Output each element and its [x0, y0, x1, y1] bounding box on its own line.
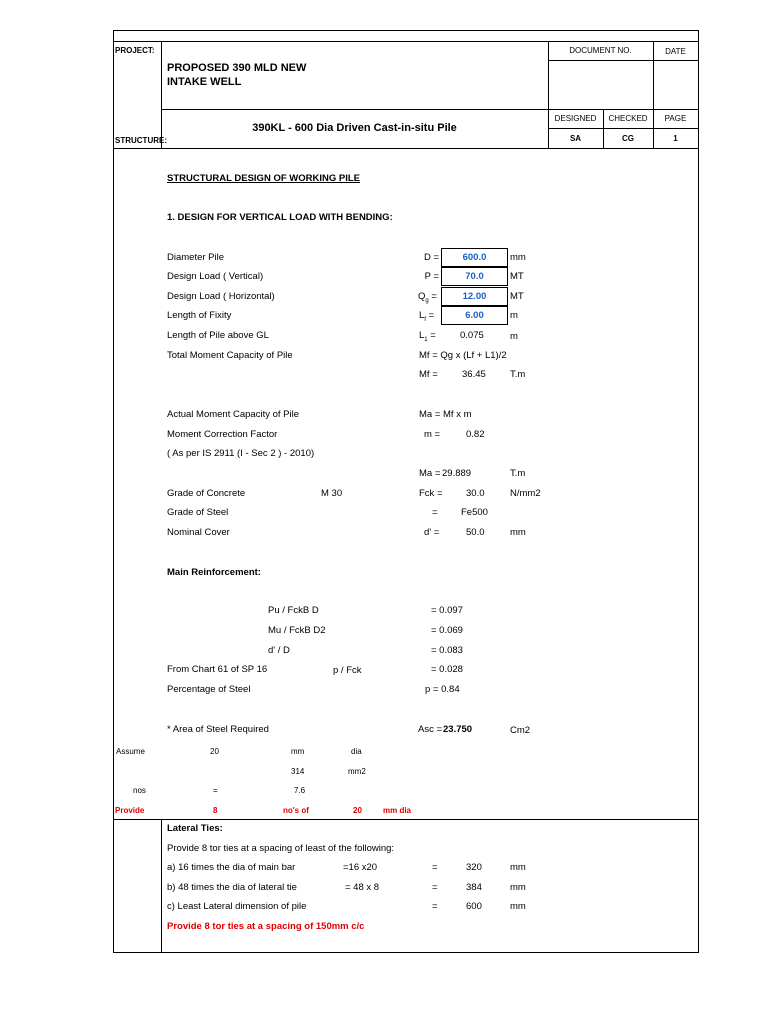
lateral-a-equals: = [432, 862, 438, 873]
vload-symbol: P = [424, 271, 439, 282]
lateral-a-label: a) 16 times the dia of main bar [167, 862, 296, 873]
above-gl-unit: m [510, 331, 518, 342]
lateral-b-value: 384 [466, 882, 482, 893]
ma-unit: T.m [510, 468, 526, 479]
steel-symbol: = [432, 507, 438, 518]
hload-unit: MT [510, 291, 524, 302]
correction-label: Moment Correction Factor [167, 429, 278, 440]
date-label: DATE [665, 47, 686, 56]
project-title-line1: PROPOSED 390 MLD NEW [167, 62, 307, 74]
lateral-a-expression: =16 x20 [343, 862, 378, 873]
cover-label: Nominal Cover [167, 527, 230, 538]
provide-text2: mm dia [383, 806, 412, 815]
fixity-unit: m [510, 310, 518, 321]
mf-value: 36.45 [462, 369, 486, 380]
cover-symbol: d' = [424, 527, 440, 538]
lateral-c-equals: = [432, 901, 438, 912]
steel-label: Grade of Steel [167, 507, 229, 518]
structure-label: STRUCTURE: [115, 136, 167, 145]
assume-dia: 20 [210, 747, 219, 756]
pct-steel-value: p = 0.84 [425, 684, 460, 695]
designed-label: DESIGNED [554, 114, 597, 123]
concrete-grade: M 30 [321, 488, 343, 499]
above-gl-symbol: $L_1$ = [419, 330, 436, 343]
asc-symbol: Asc = [418, 724, 443, 735]
lateral-c-value: 600 [466, 901, 482, 912]
above-gl-label: Length of Pile above GL [167, 330, 269, 341]
frame-top-outer [113, 30, 699, 31]
total-moment-label: Total Moment Capacity of Pile [167, 350, 293, 361]
steel-value: Fe500 [461, 507, 488, 518]
assume-label: Assume [116, 747, 145, 756]
section-heading: 1. DESIGN FOR VERTICAL LOAD WITH BENDING: [167, 212, 393, 223]
provide-text1: no's of [283, 806, 309, 815]
lateral-a-unit: mm [510, 862, 526, 873]
asc-value: 23.750 [443, 724, 473, 735]
area-steel-label: * Area of Steel Required [167, 724, 269, 735]
lateral-section-top [113, 819, 699, 820]
above-gl-value: 0.075 [460, 330, 484, 341]
page-label: PAGE [664, 114, 687, 123]
chart-ref-expression: p / Fck [333, 665, 362, 676]
is-reference: ( As per IS 2911 (I - Sec 2 ) - 2010) [167, 448, 315, 459]
fck-symbol: Fck = [419, 488, 443, 499]
project-label: PROJECT: [115, 46, 155, 55]
lateral-conclusion: Provide 8 tor ties at a spacing of 150mm c/c [167, 921, 365, 932]
designed-value: SA [569, 134, 582, 143]
dd-value: = 0.083 [431, 645, 463, 656]
bar-area-unit: mm2 [348, 767, 366, 776]
fixity-label: Length of Fixity [167, 310, 232, 321]
fck-unit: N/mm2 [510, 488, 541, 499]
diameter-symbol: D = [423, 252, 439, 263]
assume-dia-word: dia [351, 747, 362, 756]
structure-title: 390KL - 600 Dia Driven Cast-in-situ Pile [252, 122, 457, 134]
provide-dia: 20 [353, 806, 362, 815]
header-right-divider [548, 41, 549, 148]
cover-unit: mm [510, 527, 526, 538]
lateral-ties-heading: Lateral Ties: [167, 823, 223, 834]
hload-input[interactable]: 12.00 [441, 287, 508, 306]
mf-unit: T.m [510, 369, 526, 380]
provide-count: 8 [213, 806, 218, 815]
chart-ref-label: From Chart 61 of SP 16 [167, 664, 268, 675]
mf-symbol: Mf = [419, 369, 438, 380]
nos-value: 7.6 [294, 786, 306, 795]
vload-label: Design Load ( Vertical) [167, 271, 264, 282]
ma-value: 29.889 [442, 468, 472, 479]
nos-equals: = [213, 786, 218, 795]
main-reinforcement-heading: Main Reinforcement: [167, 567, 261, 578]
lateral-ties-intro: Provide 8 tor ties at a spacing of least of the following: [167, 843, 395, 854]
asc-unit: Cm2 [510, 725, 531, 736]
correction-symbol: m = [424, 429, 441, 440]
vload-unit: MT [510, 271, 524, 282]
frame-top [113, 41, 699, 42]
checked-value: CG [622, 134, 634, 143]
diameter-unit: mm [510, 252, 526, 263]
mu-expression: Mu / FckB D2 [268, 625, 326, 636]
frame-bottom [113, 952, 699, 953]
assume-mm: mm [291, 747, 305, 756]
page-value: 1 [673, 134, 678, 143]
actual-moment-label: Actual Moment Capacity of Pile [167, 409, 300, 420]
header-bottom [113, 148, 699, 149]
project-title-line2: INTAKE WELL [167, 76, 242, 88]
frame-right [698, 30, 699, 953]
lateral-section-left [161, 819, 162, 953]
concrete-label: Grade of Concrete [167, 488, 246, 499]
document-no-label: DOCUMENT NO. [569, 46, 632, 55]
page-title: STRUCTURAL DESIGN OF WORKING PILE [167, 173, 360, 184]
lateral-b-unit: mm [510, 882, 526, 893]
lateral-c-unit: mm [510, 901, 526, 912]
header-doc-underline [548, 60, 699, 61]
frame-left [113, 30, 114, 953]
vload-input[interactable]: 70.0 [441, 267, 508, 286]
diameter-label: Diameter Pile [167, 252, 225, 263]
header-project-bottom [161, 109, 699, 110]
header-sign-mid [548, 128, 699, 129]
fixity-symbol: $L_f$ = [419, 310, 435, 323]
hload-symbol: $Q_g$ = [418, 291, 437, 304]
cover-value: 50.0 [466, 527, 485, 538]
lateral-c-label: c) Least Lateral dimension of pile [167, 901, 307, 912]
fck-value: 30.0 [466, 488, 485, 499]
lateral-b-label: b) 48 times the dia of lateral tie [167, 882, 297, 893]
mu-value: = 0.069 [431, 625, 463, 636]
hload-label: Design Load ( Horizontal) [167, 291, 275, 302]
provide-label: Provide [115, 806, 145, 815]
bar-area-value: 314 [291, 767, 305, 776]
lateral-b-expression: = 48 x 8 [345, 882, 380, 893]
fixity-input[interactable]: 6.00 [441, 306, 508, 325]
total-moment-formula: Mf = Qg x (Lf + L1)/2 [419, 350, 507, 361]
chart-ref-value: = 0.028 [431, 664, 463, 675]
ma-symbol: Ma = [419, 468, 441, 479]
pu-expression: Pu / FckB D [268, 605, 319, 616]
correction-value: 0.82 [466, 429, 485, 440]
pu-value: = 0.097 [431, 605, 463, 616]
diameter-input[interactable]: 600.0 [441, 248, 508, 267]
checked-label: CHECKED [608, 114, 648, 123]
pct-steel-label: Percentage of Steel [167, 684, 251, 695]
lateral-b-equals: = [432, 882, 438, 893]
lateral-a-value: 320 [466, 862, 482, 873]
dd-expression: d' / D [268, 645, 290, 656]
actual-moment-formula: Ma = Mf x m [419, 409, 472, 420]
nos-label: nos [133, 786, 146, 795]
